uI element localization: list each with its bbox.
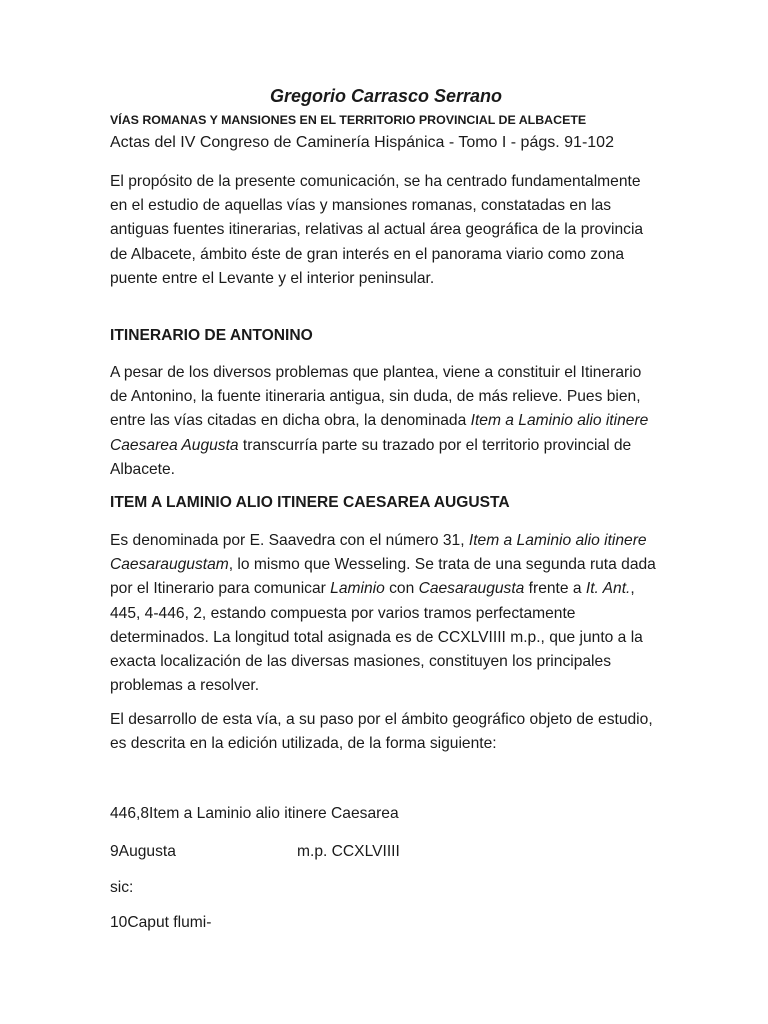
itinerary-line-2: [110, 843, 400, 861]
saavedra-text-c: con: [384, 580, 419, 598]
itinerario-route-name: Item a Laminio alio itinere Caesarea Augusta: [110, 412, 649, 454]
itinerary-line-1: 446,8Item a Laminio alio itinere Caesarea: [110, 805, 399, 822]
section-heading-item-laminio: ITEM A LAMINIO ALIO ITINERE CAESAREA AUGUSTA: [110, 494, 510, 511]
intro-paragraph: El propósito de la presente comunicación, se ha centrado fundamentalmente en el estudio de aquellas vías y mansiones romanas, constatadas en las antiguas fuentes itinerarias, relativas al actual área geográfica de la provincia de Albacete, ámbito éste de gran interés en el panorama viario como zona puente entre el Levante y el interior peninsular.: [110, 173, 644, 287]
itinerary-line-2-left: 9Augusta: [110, 843, 176, 860]
saavedra-italic-4: It. Ant.: [585, 580, 631, 598]
itinerary-line-4: 10Caput flumi-: [110, 914, 212, 931]
saavedra-italic-3: Caesaraugusta: [418, 580, 525, 598]
itinerary-line-3: sic:: [110, 879, 134, 896]
saavedra-text-a: Es denominada por E. Saavedra con el número 31,: [110, 532, 469, 549]
author-name: Gregorio Carrasco Serrano: [269, 86, 503, 106]
itinerario-paragraph: [110, 361, 660, 482]
desarrollo-paragraph: El desarrollo de esta vía, a su paso por el ámbito geográfico objeto de estudio, es descrita en la edición utilizada, de la forma siguiente:: [110, 711, 653, 753]
saavedra-text-e: , 445, 4-446, 2, estando compuesta por varios tramos perfectamente determinados. La longitud total asignada es de CCXLVIIII m.p., que junto a la exacta localización de las diversas masiones, constituyen los principales problemas a resolver.: [110, 580, 643, 695]
section-heading-itinerario: ITINERARIO DE ANTONINO: [110, 327, 313, 344]
source-citation: Actas del IV Congreso de Caminería Hispánica - Tomo I - págs. 91-102: [110, 134, 614, 151]
itinerary-line-2-right: m.p. CCXLVIIII: [297, 843, 400, 860]
itinerario-text-b: transcurría parte su trazado por el territorio provincial de Albacete.: [110, 436, 632, 478]
saavedra-paragraph: [110, 529, 660, 698]
work-title: VÍAS ROMANAS Y MANSIONES EN EL TERRITORIO PROVINCIAL DE ALBACETE: [110, 113, 587, 127]
itinerario-text-a: A pesar de los diversos problemas que plantea, viene a constituir el Itinerario de Antonino, la fuente itineraria antigua, sin duda, de más relieve. Pues bien, entre las vías citadas en dicha obra, la denominada: [110, 364, 642, 430]
saavedra-text-b: , lo mismo que Wesseling. Se trata de una segunda ruta dada por el Itinerario para comunicar: [110, 556, 656, 598]
saavedra-italic-2: Laminio: [330, 580, 385, 598]
saavedra-italic-1: Item a Laminio alio itinere Caesaraugustam: [110, 532, 647, 574]
saavedra-text-d: frente a: [524, 580, 586, 598]
